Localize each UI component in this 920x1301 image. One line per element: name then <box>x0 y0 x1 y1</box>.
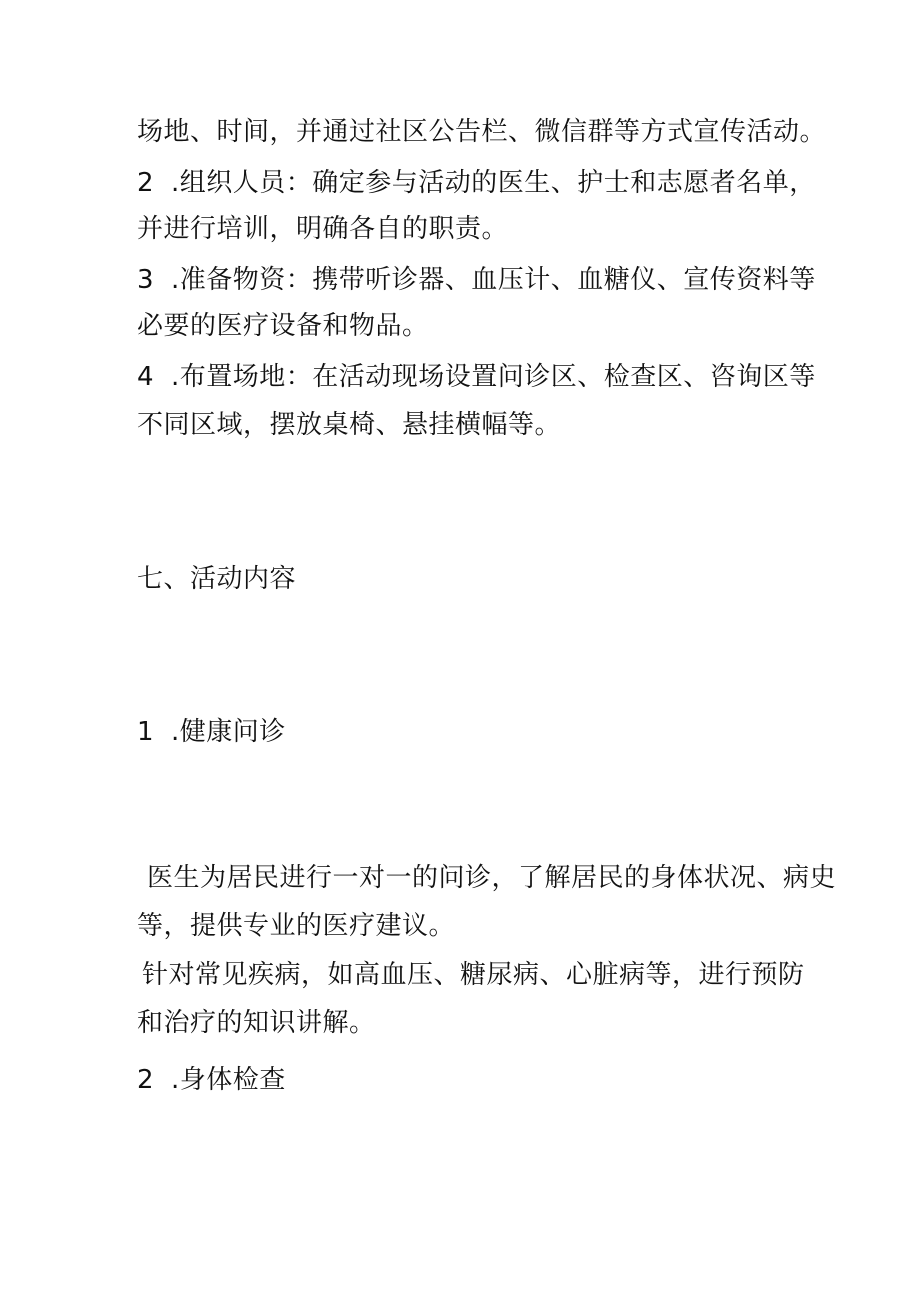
list-number: 1 <box>137 717 155 747</box>
subsection-title: .身体检查 <box>171 1065 286 1095</box>
subsection-heading-physical-exam <box>137 1064 286 1096</box>
subsection-title: .健康问诊 <box>171 717 286 747</box>
paragraph-line: 和治疗的知识讲解。 <box>137 1008 376 1038</box>
list-number: 4 <box>137 362 155 392</box>
list-item-continuation: 并进行培训，明确各自的职责。 <box>137 214 509 244</box>
list-item-arrange-venue <box>137 361 816 393</box>
list-item-continuation: 必要的医疗设备和物品。 <box>137 311 429 341</box>
list-number: 3 <box>137 265 155 295</box>
list-number: 2 <box>137 1065 155 1095</box>
list-item-text: .布置场地：在活动现场设置问诊区、检查区、咨询区等 <box>171 362 816 392</box>
paragraph-line: 场地、时间，并通过社区公告栏、微信群等方式宣传活动。 <box>137 117 827 147</box>
list-item-text: .准备物资：携带听诊器、血压计、血糖仪、宣传资料等 <box>171 265 816 295</box>
paragraph-line: 等，提供专业的医疗建议。 <box>137 911 456 941</box>
subsection-heading-health-consultation <box>137 716 286 748</box>
list-item-text: .组织人员：确定参与活动的医生、护士和志愿者名单， <box>171 168 816 198</box>
list-item-prepare-supplies <box>137 264 816 296</box>
paragraph-line: 医生为居民进行一对一的问诊，了解居民的身体状况、病史 <box>147 863 837 893</box>
list-item-continuation: 不同区域，摆放桌椅、悬挂横幅等。 <box>137 410 562 440</box>
list-number: 2 <box>137 168 155 198</box>
paragraph-line: 针对常见疾病，如高血压、糖尿病、心脏病等，进行预防 <box>142 960 805 990</box>
section-heading: 七、活动内容 <box>137 564 297 594</box>
list-item-organize-staff <box>137 167 816 199</box>
